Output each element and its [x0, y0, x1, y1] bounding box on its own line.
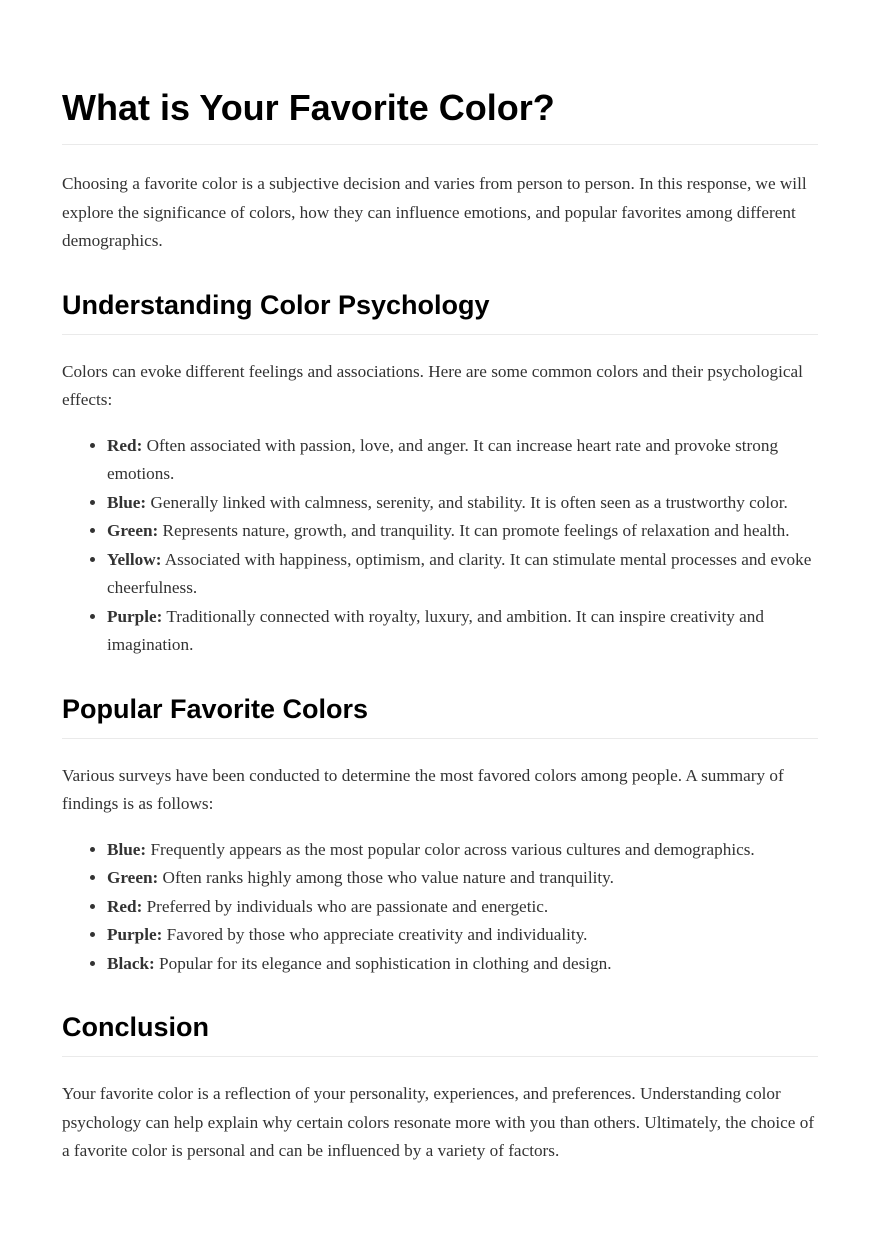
list-item — [107, 950, 818, 979]
item-label: Red: — [107, 435, 143, 455]
item-label: Purple: — [107, 925, 163, 944]
psychology-heading: Understanding Color Psychology — [62, 288, 818, 335]
item-text: Traditionally connected with royalty, luxury, and ambition. It can inspire creativity and imagination. — [107, 606, 764, 654]
item-label: Green: — [107, 868, 159, 887]
item-text: Preferred by individuals who are passionate and energetic. — [142, 896, 549, 916]
item-label: Blue: — [107, 492, 147, 512]
list-item — [107, 489, 818, 518]
list-item — [107, 432, 818, 489]
item-text: Frequently appears as the most popular color across various cultures and demographics. — [146, 839, 755, 859]
list-item — [107, 864, 818, 893]
item-label: Purple: — [107, 606, 163, 626]
item-text: Often ranks highly among those who value nature and tranquility. — [158, 868, 614, 887]
conclusion-heading: Conclusion — [62, 1010, 818, 1057]
popular-paragraph: Various surveys have been conducted to determine the most favored colors among people. A summary of findings is as follows: — [62, 765, 784, 813]
item-text: Popular for its elegance and sophistication in clothing and design. — [154, 953, 612, 973]
item-text: Often associated with passion, love, and anger. It can increase heart rate and provoke strong emotions. — [107, 435, 779, 483]
item-label: Yellow: — [107, 549, 162, 569]
item-label: Black: — [107, 953, 155, 973]
list-item — [107, 517, 818, 546]
item-text: Associated with happiness, optimism, and clarity. It can stimulate mental processes and evoke cheerfulness. — [107, 549, 812, 597]
conclusion-paragraph: Your favorite color is a reflection of your personality, experiences, and preferences. Understanding color psychology can help explain why certain colors resonate more with you than others. Ultimately, the choice of a favorite color is personal and can be influenced by a variety of factors. — [62, 1084, 815, 1160]
popular-heading: Popular Favorite Colors — [62, 692, 818, 739]
item-text: Favored by those who appreciate creativity and individuality. — [162, 925, 588, 944]
document-page — [62, 0, 818, 1166]
list-item — [107, 603, 818, 660]
list-item — [107, 836, 818, 865]
list-item — [107, 546, 818, 603]
item-label: Red: — [107, 896, 143, 916]
item-text: Represents nature, growth, and tranquility. It can promote feelings of relaxation and health. — [158, 521, 790, 540]
item-text: Generally linked with calmness, serenity, and stability. It is often seen as a trustworthy color. — [146, 492, 788, 512]
popular-list — [62, 836, 818, 979]
psychology-paragraph: Colors can evoke different feelings and associations. Here are some common colors and their psychological effects: — [62, 361, 803, 409]
item-label: Blue: — [107, 839, 147, 859]
list-item — [107, 921, 818, 950]
item-label: Green: — [107, 521, 159, 540]
list-item — [107, 893, 818, 922]
intro-paragraph: Choosing a favorite color is a subjective decision and varies from person to person. In this response, we will explore the significance of colors, how they can influence emotions, and popular favorites among different demographics. — [62, 174, 807, 250]
psychology-list — [62, 432, 818, 660]
page-title: What is Your Favorite Color? — [62, 0, 818, 145]
